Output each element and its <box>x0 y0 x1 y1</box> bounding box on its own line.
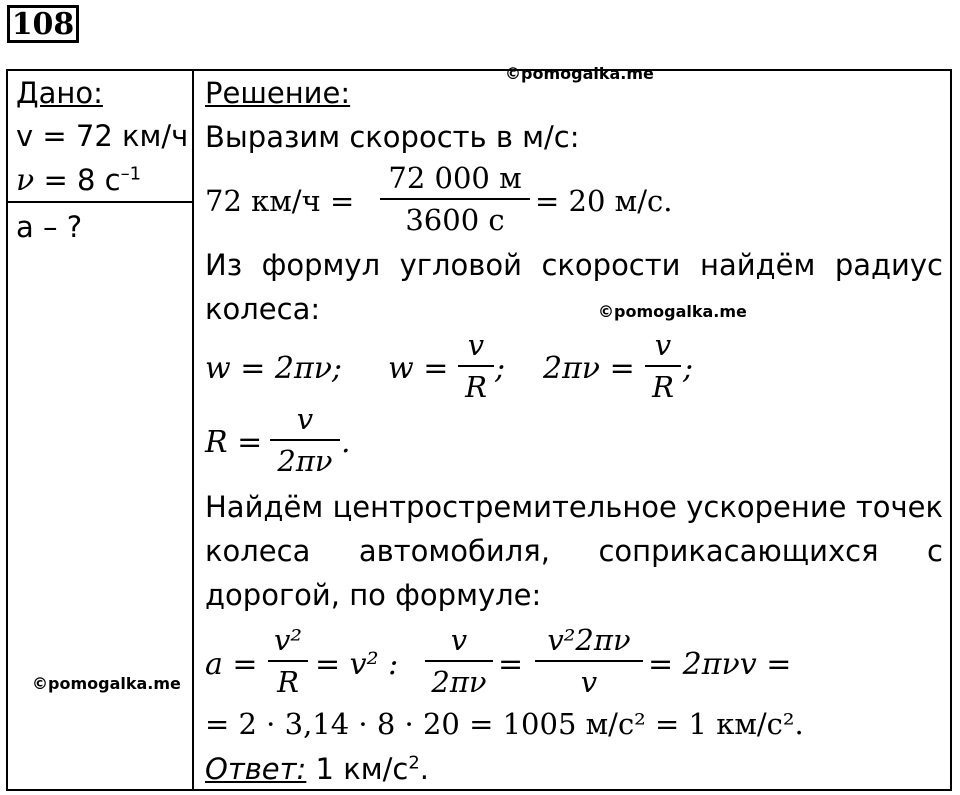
fraction-bar <box>535 660 643 662</box>
fraction-bar <box>268 660 308 662</box>
fraction-denominator: 2πν <box>431 665 487 699</box>
acceleration-formula-left: a = <box>205 647 258 682</box>
problem-number: 108 <box>7 5 79 43</box>
equation-w-end: ; <box>495 351 506 386</box>
acceleration-intro-text: Найдём центростремительное ускорение точек колеса автомобиля, соприкасающихся с дорогой, по формуле: <box>205 490 943 612</box>
acceleration-fraction-2 <box>425 622 493 700</box>
fraction-bar <box>380 198 530 200</box>
answer-label: Ответ: <box>205 752 307 786</box>
acceleration-formula-equals: = <box>498 647 524 682</box>
solution-header: Решение: <box>205 76 351 110</box>
fraction-numerator: v <box>654 328 672 362</box>
equation-combined-end: ; <box>683 351 694 386</box>
answer-value: 1 км/с <box>306 752 409 786</box>
fraction-denominator: R <box>277 665 299 699</box>
express-speed-text: Выразим скорость в м/с: <box>205 120 580 154</box>
conversion-right: = 20 м/с. <box>535 184 673 218</box>
fraction-denominator: R <box>465 370 487 404</box>
acceleration-formula-right: = 2πνv = <box>648 647 792 682</box>
calculation-line: = 2 · 3,14 · 8 · 20 = 1005 м/с² = 1 км/с². <box>205 707 804 741</box>
equation-w-fraction <box>458 327 494 405</box>
acceleration-fraction-3 <box>535 622 643 700</box>
given-frequency: ν = 8 $с^{-1}$ <box>16 163 142 198</box>
equation-combined-fraction <box>645 327 681 405</box>
fraction-bar <box>270 439 340 441</box>
radius-formula-fraction <box>270 401 340 479</box>
fraction-numerator: v <box>467 328 485 362</box>
fraction-denominator: 3600 с <box>405 203 505 237</box>
given-divider <box>6 201 194 203</box>
fraction-numerator: v <box>450 623 468 657</box>
conversion-fraction <box>380 160 530 238</box>
given-speed: v = 72 км/ч <box>16 119 189 153</box>
fraction-bar <box>458 365 494 367</box>
radius-formula-left: R = <box>205 425 263 460</box>
fraction-bar <box>425 660 493 662</box>
radius-formula-end: . <box>341 425 351 460</box>
equation-w-left: w = <box>388 351 449 386</box>
fraction-denominator: 2πν <box>277 444 333 478</box>
watermark: ©pomogalka.me <box>505 64 654 83</box>
table-column-divider <box>192 69 194 791</box>
given-header: Дано: <box>16 76 103 110</box>
answer-line: Ответ: 1 $км/с^2$. <box>205 752 429 786</box>
watermark: ©pomogalka.me <box>598 302 747 321</box>
equation-angular-velocity: w = 2πν; <box>205 351 343 386</box>
acceleration-formula-middle: = v² : <box>315 647 399 682</box>
conversion-left: 72 км/ч = <box>205 184 355 218</box>
fraction-bar <box>645 365 681 367</box>
fraction-numerator: v² <box>273 623 302 657</box>
watermark: ©pomogalka.me <box>32 674 181 693</box>
fraction-numerator: v <box>296 402 314 436</box>
radius-intro-text: Из формул угловой скорости найдём радиус колеса: <box>205 248 943 326</box>
fraction-numerator: 72 000 м <box>388 161 522 195</box>
fraction-denominator: v <box>580 665 598 699</box>
acceleration-fraction-1 <box>268 622 308 700</box>
fraction-numerator: v²2πν <box>547 623 631 657</box>
given-find: a – ? <box>16 210 83 244</box>
fraction-denominator: R <box>652 370 674 404</box>
equation-combined-left: 2πν = <box>543 351 635 386</box>
